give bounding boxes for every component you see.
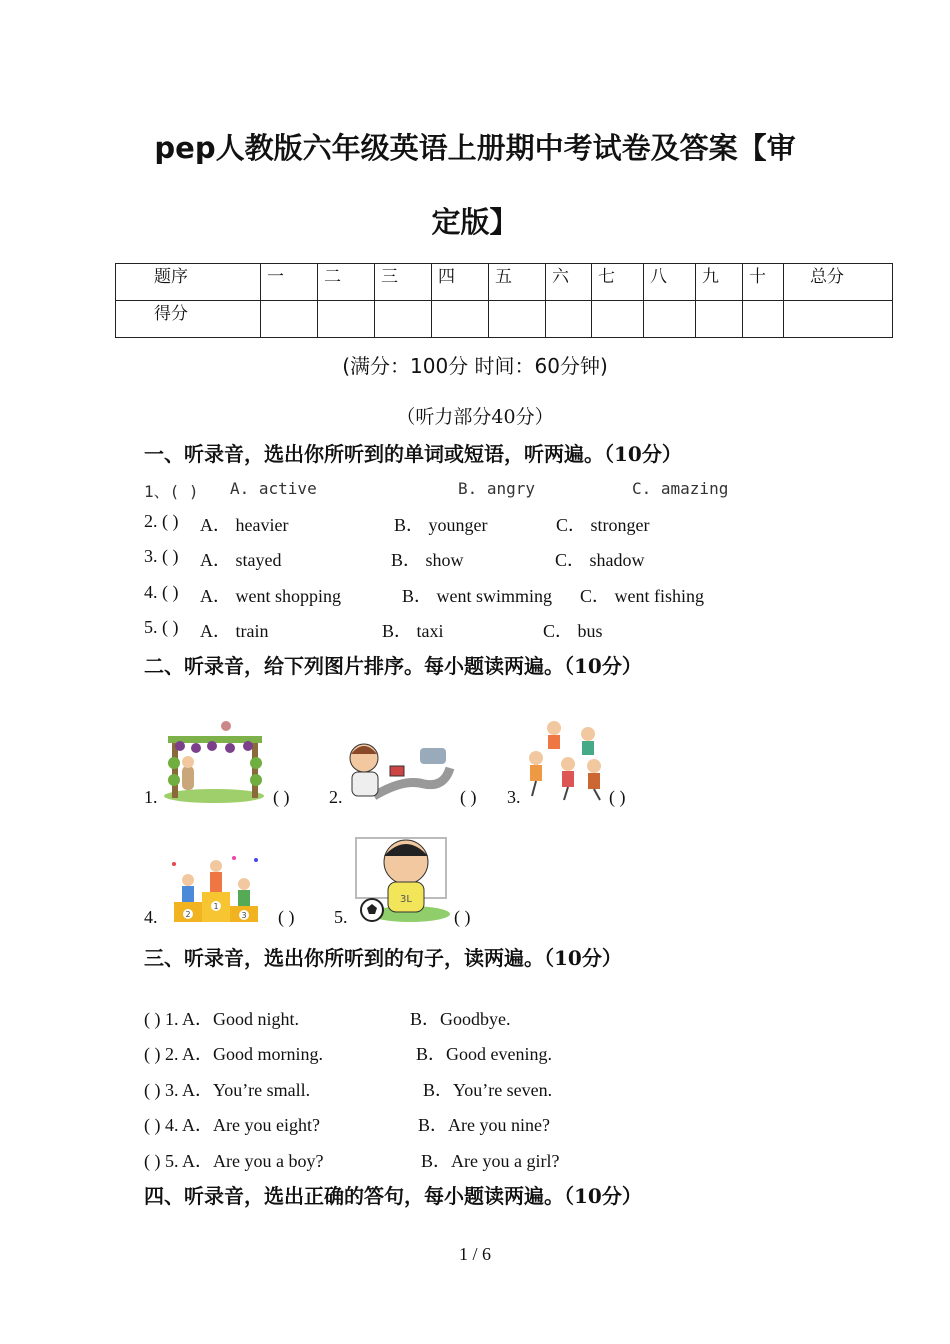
children-playing-picture	[522, 718, 610, 802]
table-cell: 总分	[784, 264, 893, 301]
s3-q5-option-b: B．Are you a girl?	[421, 1151, 560, 1171]
score-input-cell[interactable]	[592, 301, 644, 338]
grape-arbor-picture	[160, 718, 268, 804]
s1-q1-option-b: B. angry	[458, 479, 536, 498]
section-1-heading: 一、听录音，选出你所听到的单词或短语，听两遍。（10分）	[144, 442, 682, 466]
s2-item-3-number: 3.	[507, 787, 521, 807]
s1-q5-option-c: C． bus	[543, 621, 603, 641]
s1-q1-option-a: A. active	[230, 479, 317, 498]
s1-q2-option-b: B． younger	[394, 515, 488, 535]
exam-info: (满分：100分 时间：60分钟)	[342, 354, 608, 378]
score-table-header-row	[116, 264, 893, 301]
score-input-cell[interactable]	[489, 301, 546, 338]
score-input-cell[interactable]	[375, 301, 432, 338]
s1-q2-option-a: A． heavier	[200, 515, 289, 535]
winners-podium-picture	[166, 852, 264, 924]
score-input-cell[interactable]	[261, 301, 318, 338]
score-input-cell[interactable]	[784, 301, 893, 338]
table-cell: 四	[432, 264, 489, 301]
s1-q1-number: 1、( )	[144, 482, 199, 501]
table-cell: 九	[696, 264, 743, 301]
s1-q4-option-b: B． went swimming	[402, 586, 553, 606]
s2-item-2-number: 2.	[329, 787, 343, 807]
section-4-heading: 四、听录音，选出正确的答句，每小题读两遍。（10分）	[144, 1184, 642, 1208]
table-cell: 一	[261, 264, 318, 301]
s2-item-4-number: 4.	[144, 907, 158, 927]
s1-q3-option-c: C． shadow	[555, 550, 645, 570]
table-cell: 二	[318, 264, 375, 301]
s3-q1-option-b: B．Goodbye.	[410, 1009, 511, 1029]
table-cell: 八	[644, 264, 696, 301]
table-cell: 得分	[116, 301, 261, 338]
section-3-heading: 三、听录音，选出你所听到的句子，读两遍。（10分）	[144, 946, 622, 970]
score-input-cell[interactable]	[743, 301, 784, 338]
score-input-cell[interactable]	[546, 301, 592, 338]
table-cell: 六	[546, 264, 592, 301]
boy-with-toy-train-picture	[344, 738, 456, 804]
score-table	[115, 263, 893, 338]
table-cell: 五	[489, 264, 546, 301]
s2-item-1-number: 1.	[144, 787, 158, 807]
page-title-line-1: pep人教版六年级英语上册期中考试卷及答案【审	[154, 131, 796, 165]
s1-q3-option-a: A． stayed	[200, 550, 282, 570]
s1-q5-option-a: A． train	[200, 621, 269, 641]
podium-label-third: 3	[241, 911, 247, 920]
s2-item-5-number: 5.	[334, 907, 348, 927]
s3-q4-option-a: ( ) 4. A．Are you eight?	[144, 1115, 320, 1135]
score-table-score-row	[116, 301, 893, 338]
s2-item-1-blank[interactable]: ( )	[273, 787, 290, 807]
s3-q2-option-b: B．Good evening.	[416, 1044, 552, 1064]
table-cell: 题序	[116, 264, 261, 301]
table-cell: 十	[743, 264, 784, 301]
s3-q5-option-a: ( ) 5. A．Are you a boy?	[144, 1151, 324, 1171]
s3-q3-option-b: B．You’re seven.	[423, 1080, 553, 1100]
listening-part-heading: （听力部分40分）	[396, 406, 554, 428]
table-cell: 三	[375, 264, 432, 301]
s2-item-4-blank[interactable]: ( )	[278, 907, 295, 927]
score-input-cell[interactable]	[318, 301, 375, 338]
s1-q2-number: 2. ( )	[144, 511, 179, 531]
s2-item-3-blank[interactable]: ( )	[609, 787, 626, 807]
s3-q4-option-b: B．Are you nine?	[418, 1115, 550, 1135]
s3-q2-option-a: ( ) 2. A．Good morning.	[144, 1044, 323, 1064]
s2-item-2-blank[interactable]: ( )	[460, 787, 477, 807]
podium-label-first: 1	[213, 902, 219, 911]
s1-q3-option-b: B． show	[391, 550, 464, 570]
s1-q5-number: 5. ( )	[144, 617, 179, 637]
s1-q4-option-a: A． went shopping	[200, 586, 341, 606]
s1-q4-option-c: C． went fishing	[580, 586, 704, 606]
podium-label-second: 2	[185, 910, 191, 919]
s1-q4-number: 4. ( )	[144, 582, 179, 602]
s3-q1-option-a: ( ) 1. A．Good night.	[144, 1009, 299, 1029]
s1-q1-option-c: C. amazing	[632, 479, 729, 498]
s1-q5-option-b: B． taxi	[382, 621, 444, 641]
s3-q3-option-a: ( ) 3. A．You’re small.	[144, 1080, 311, 1100]
shirt-number-label: 3L	[400, 894, 412, 905]
score-input-cell[interactable]	[696, 301, 743, 338]
table-cell: 七	[592, 264, 644, 301]
page-title-line-2: 定版】	[431, 205, 519, 239]
s1-q3-number: 3. ( )	[144, 546, 179, 566]
s1-q2-option-c: C． stronger	[556, 515, 650, 535]
crying-boy-football-picture	[350, 832, 452, 924]
score-input-cell[interactable]	[644, 301, 696, 338]
score-input-cell[interactable]	[432, 301, 489, 338]
s2-item-5-blank[interactable]: ( )	[454, 907, 471, 927]
section-2-heading: 二、听录音，给下列图片排序。每小题读两遍。（10分）	[144, 654, 642, 678]
page-number: 1 / 6	[458, 1244, 491, 1264]
